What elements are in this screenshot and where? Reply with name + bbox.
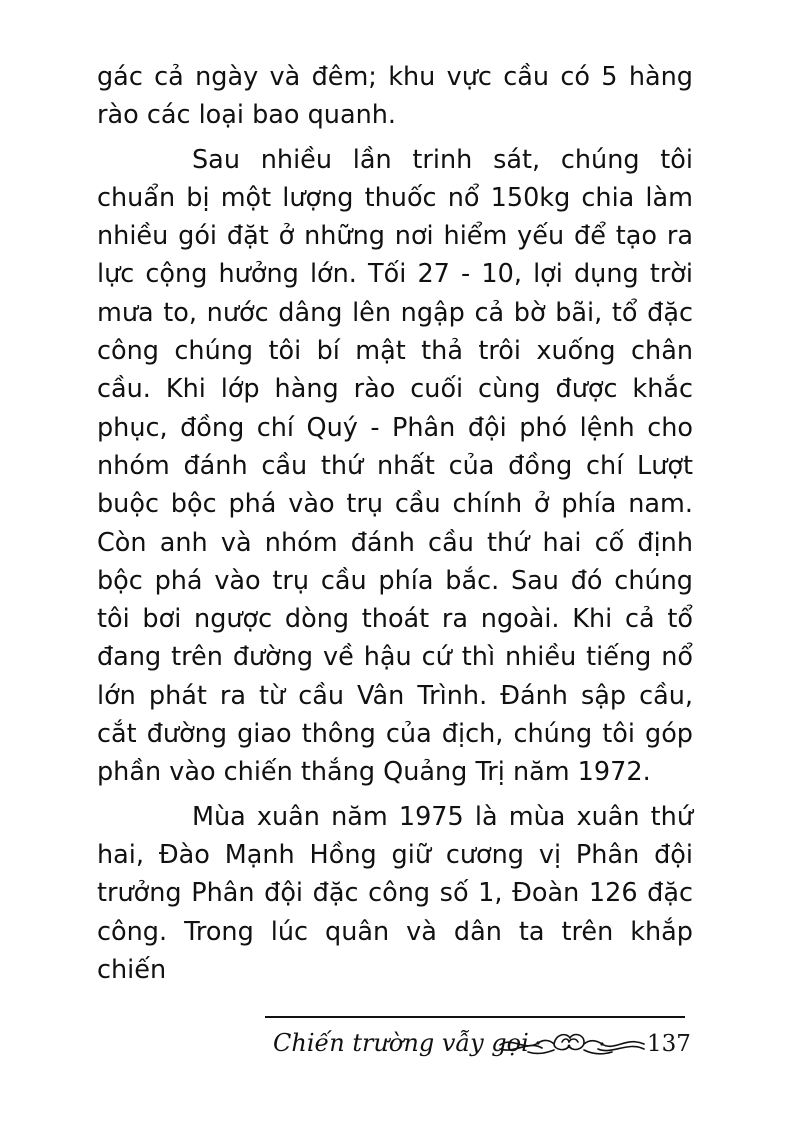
running-title: Chiến trường vẫy gọi bbox=[273, 1029, 529, 1057]
body-text bbox=[97, 58, 693, 989]
page-footer bbox=[265, 1016, 691, 1076]
paragraph-continued: gác cả ngày và đêm; khu vực cầu có 5 hàng rào các loại bao quanh. bbox=[97, 62, 693, 131]
footer-rule bbox=[265, 1016, 685, 1018]
flourish-ornament-icon bbox=[498, 1028, 648, 1058]
page-number: 137 bbox=[647, 1031, 691, 1057]
paragraph-reconnaissance: Sau nhiều lần trinh sát, chúng tôi chuẩn bị một lượng thuốc nổ 150kg chia làm nhiều gói đặt ở những nơi hiểm yếu để tạo ra lực cộng hưởng lớn. Tối 27 - 10, lợi dụng trời mưa to, nước dâng lên ngập cả bờ bãi, tổ đặc công chúng tôi bí mật thả trôi xuống chân cầu. Khi lớp hàng rào cuối cùng được khắc phục, đồng chí Quý - Phân đội phó lệnh cho nhóm đánh cầu thứ nhất của đồng chí Lượt buộc bộc phá vào trụ cầu chính ở phía nam. Còn anh và nhóm đánh cầu thứ hai cố định bộc phá vào trụ cầu phía bắc. Sau đó chúng tôi bơi ngược dòng thoát ra ngoài. Khi cả tổ đang trên đường về hậu cứ thì nhiều tiếng nổ lớn phát ra từ cầu Vân Trình. Đánh sập cầu, cắt đường giao thông của địch, chúng tôi góp phần vào chiến thắng Quảng Trị năm 1972. bbox=[97, 144, 693, 788]
paragraph-spring-1975: Mùa xuân năm 1975 là mùa xuân thứ hai, Đào Mạnh Hồng giữ cương vị Phân đội trưởng Phân đội đặc công số 1, Đoàn 126 đặc công. Trong lúc quân và dân ta trên khắp chiến bbox=[97, 801, 693, 985]
